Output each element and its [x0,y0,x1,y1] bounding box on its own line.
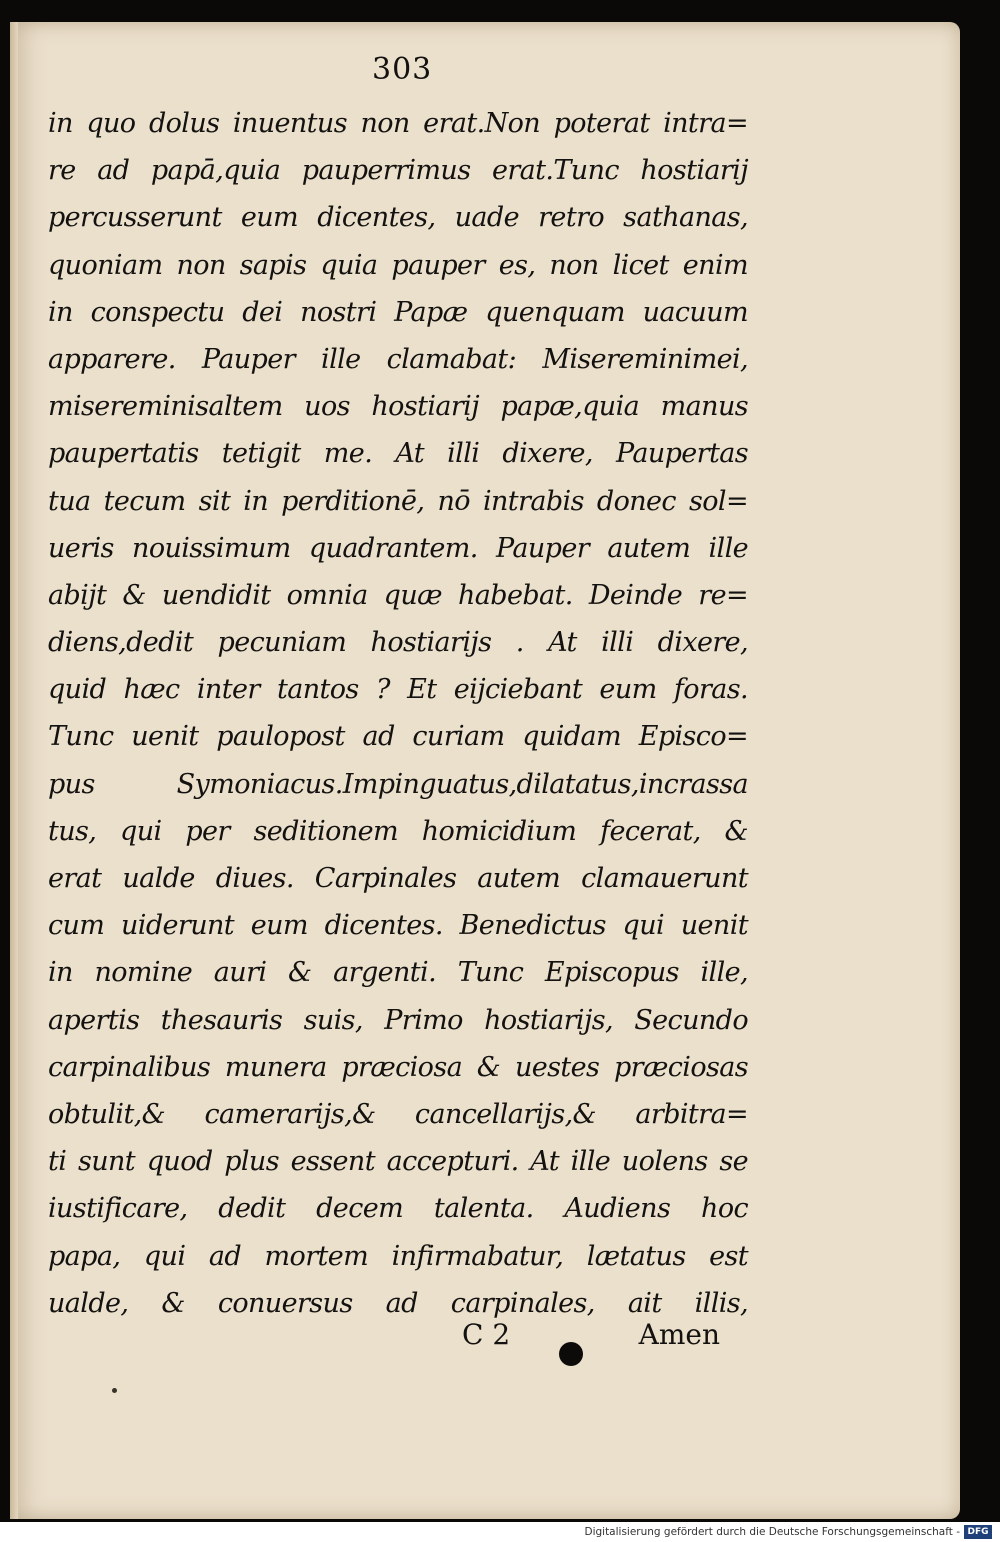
dfg-logo: DFG [964,1525,992,1539]
page-gutter-edge [10,22,18,1519]
text-line: ualde, & conuersus ad carpinales, ait illis, [48,1287,748,1319]
text-line: diens,dedit pecuniam hostiarijs . At illi dixere, [48,627,748,659]
text-line: paupertatis tetigit me. At illi dixere, Paupertas [48,438,748,470]
text-line: apparere. Pauper ille clamabat: Misereminimei, [48,343,748,375]
text-line: misereminisaltem uos hostiarij papæ,quia manus [48,391,748,423]
text-line: papa, qui ad mortem infirmabatur, lætatus est [48,1240,748,1272]
text-line: apertis thesauris suis, Primo hostiarijs, Secundo [48,1004,748,1036]
text-line: carpinalibus munera præciosa & uestes præciosas [48,1051,748,1083]
text-line: quoniam non sapis quia pauper es, non licet enim [48,249,748,281]
text-line: abijt & uendidit omnia quæ habebat. Deinde re= [48,579,748,611]
body-text [48,100,748,1327]
text-line: Tunc uenit paulopost ad curiam quidam Episco= [48,721,748,753]
signature-mark: C 2 [462,1318,511,1351]
footer-bar [0,1522,1000,1542]
text-line: in conspectu dei nostri Papæ quenquam uacuum [48,296,748,328]
text-line: tus, qui per seditionem homicidium fecerat, & [48,815,748,847]
text-line: ueris nouissimum quadrantem. Pauper autem ille [48,532,748,564]
digitization-credit: Digitalisierung gefördert durch die Deutsche Forschungsgemeinschaft - [584,1526,960,1538]
text-line: re ad papā,quia pauperrimus erat.Tunc hostiarij [48,155,748,187]
text-line: ti sunt quod plus essent accepturi. At ille uolens se [48,1146,748,1178]
catchline [462,1318,720,1358]
ink-blot [559,1342,583,1366]
text-line: in nomine auri & argenti. Tunc Episcopus ille, [48,957,748,989]
text-line: tua tecum sit in perditionē, nō intrabis donec sol= [48,485,748,517]
paper-speck [112,1388,117,1393]
text-line: obtulit,& camerarijs,& cancellarijs,& arbitra= [48,1098,748,1130]
text-line: pus Symoniacus.Impinguatus,dilatatus,incrassa [48,768,748,800]
text-line: percusserunt eum dicentes, uade retro sathanas, [48,202,748,234]
text-line: in quo dolus inuentus non erat.Non poterat intra= [48,108,748,139]
text-line: cum uiderunt eum dicentes. Benedictus qui uenit [48,910,748,942]
catchword: Amen [638,1318,720,1351]
text-line: quid hæc inter tantos ? Et eijciebant eum foras. [48,674,748,706]
page-number: 303 [372,52,433,87]
text-line: iustificare, dedit decem talenta. Audiens hoc [48,1193,748,1225]
text-line: erat ualde diues. Carpinales autem clamauerunt [48,863,748,894]
